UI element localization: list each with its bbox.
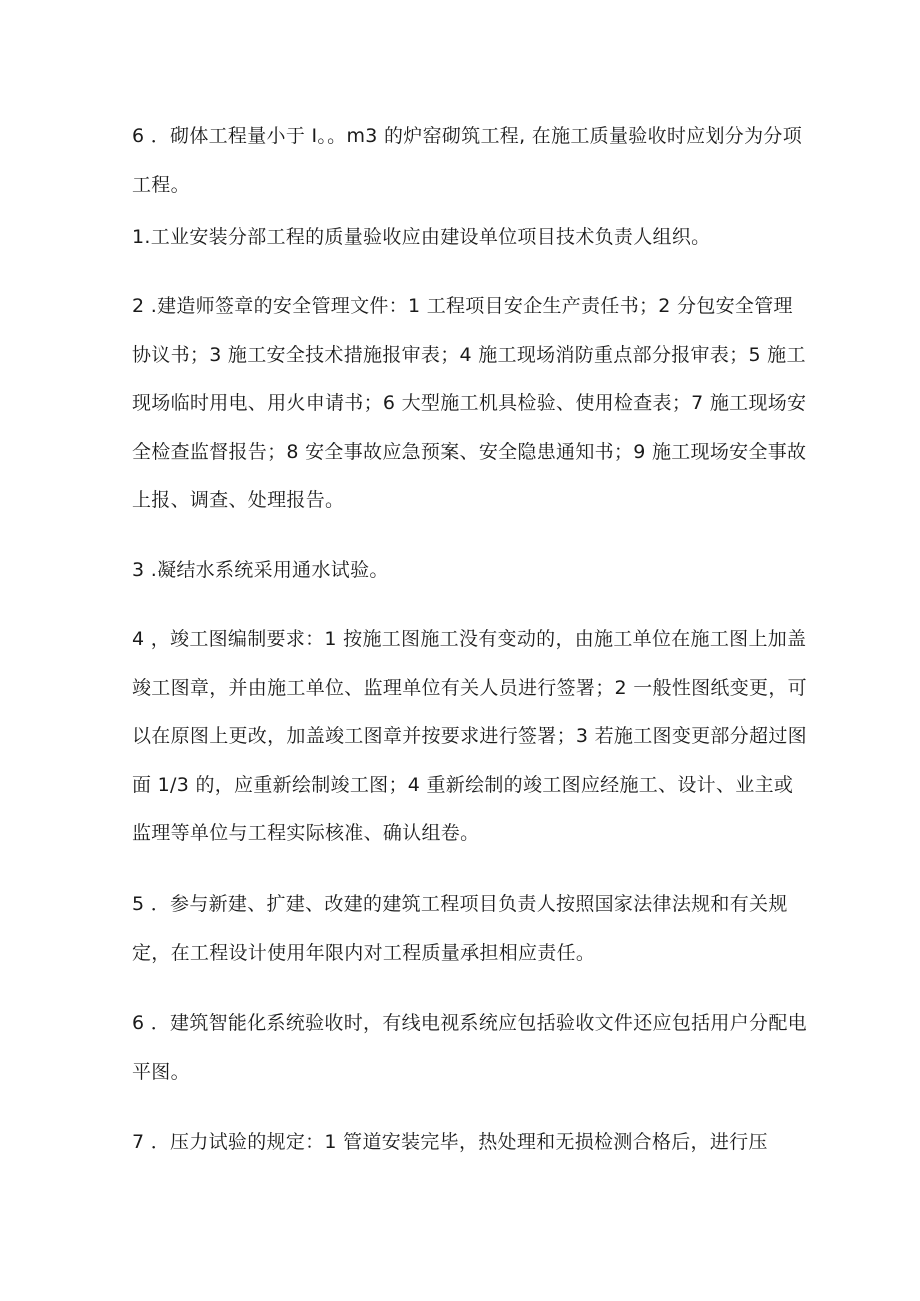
paragraph-acceptance-organizer: 1.工业安装分部工程的质量验收应由建设单位项目技术负责人组织。 (132, 226, 711, 248)
paragraph-safety-documents: 2 .建造师签章的安全管理文件：1 工程项目安企生产责任书；2 分包安全管理协议书；3 施工安全技术措施报审表；4 施工现场消防重点部分报审表；5 施工现场临时用电、用火申请书；6 大型施工机具检验、使用检查表；7 施工现场安全检查监督报告；8 安全事故应急预案、安全隐患通知书；9 施工现场安全事故上报、调查、处理报告。 (132, 295, 807, 511)
paragraph-masonry-item: 6 ．砌体工程量小于 I。。m3 的炉窑砌筑工程, 在施工质量验收时应划分为分项工程。 (132, 125, 802, 196)
paragraph-condensate-test: 3 .凝结水系统采用通水试验。 (132, 559, 389, 581)
paragraph-pressure-test: 7 ．压力试验的规定：1 管道安装完毕，热处理和无损检测合格后，进行压 (132, 1131, 768, 1153)
paragraph-project-responsibility: 5 ．参与新建、扩建、改建的建筑工程项目负责人按照国家法律法规和有关规定，在工程设计使用年限内对工程质量承担相应责任。 (132, 893, 788, 964)
paragraph-intelligent-systems: 6 ．建筑智能化系统验收时，有线电视系统应包括验收文件还应包括用户分配电平图。 (132, 1012, 807, 1083)
paragraph-as-built-drawings: 4 ，竣工图编制要求：1 按施工图施工没有变动的，由施工单位在施工图上加盖竣工图章，并由施工单位、监理单位有关人员进行签署；2 一般性图纸变更，可以在原图上更改，加盖竣工图章并按要求进行签署；3 若施工图变更部分超过图面 1/3 的，应重新绘制竣工图；4 重新绘制的竣工图应经施工、设计、业主或监理等单位与工程实际核准、确认组卷。 (132, 628, 807, 844)
